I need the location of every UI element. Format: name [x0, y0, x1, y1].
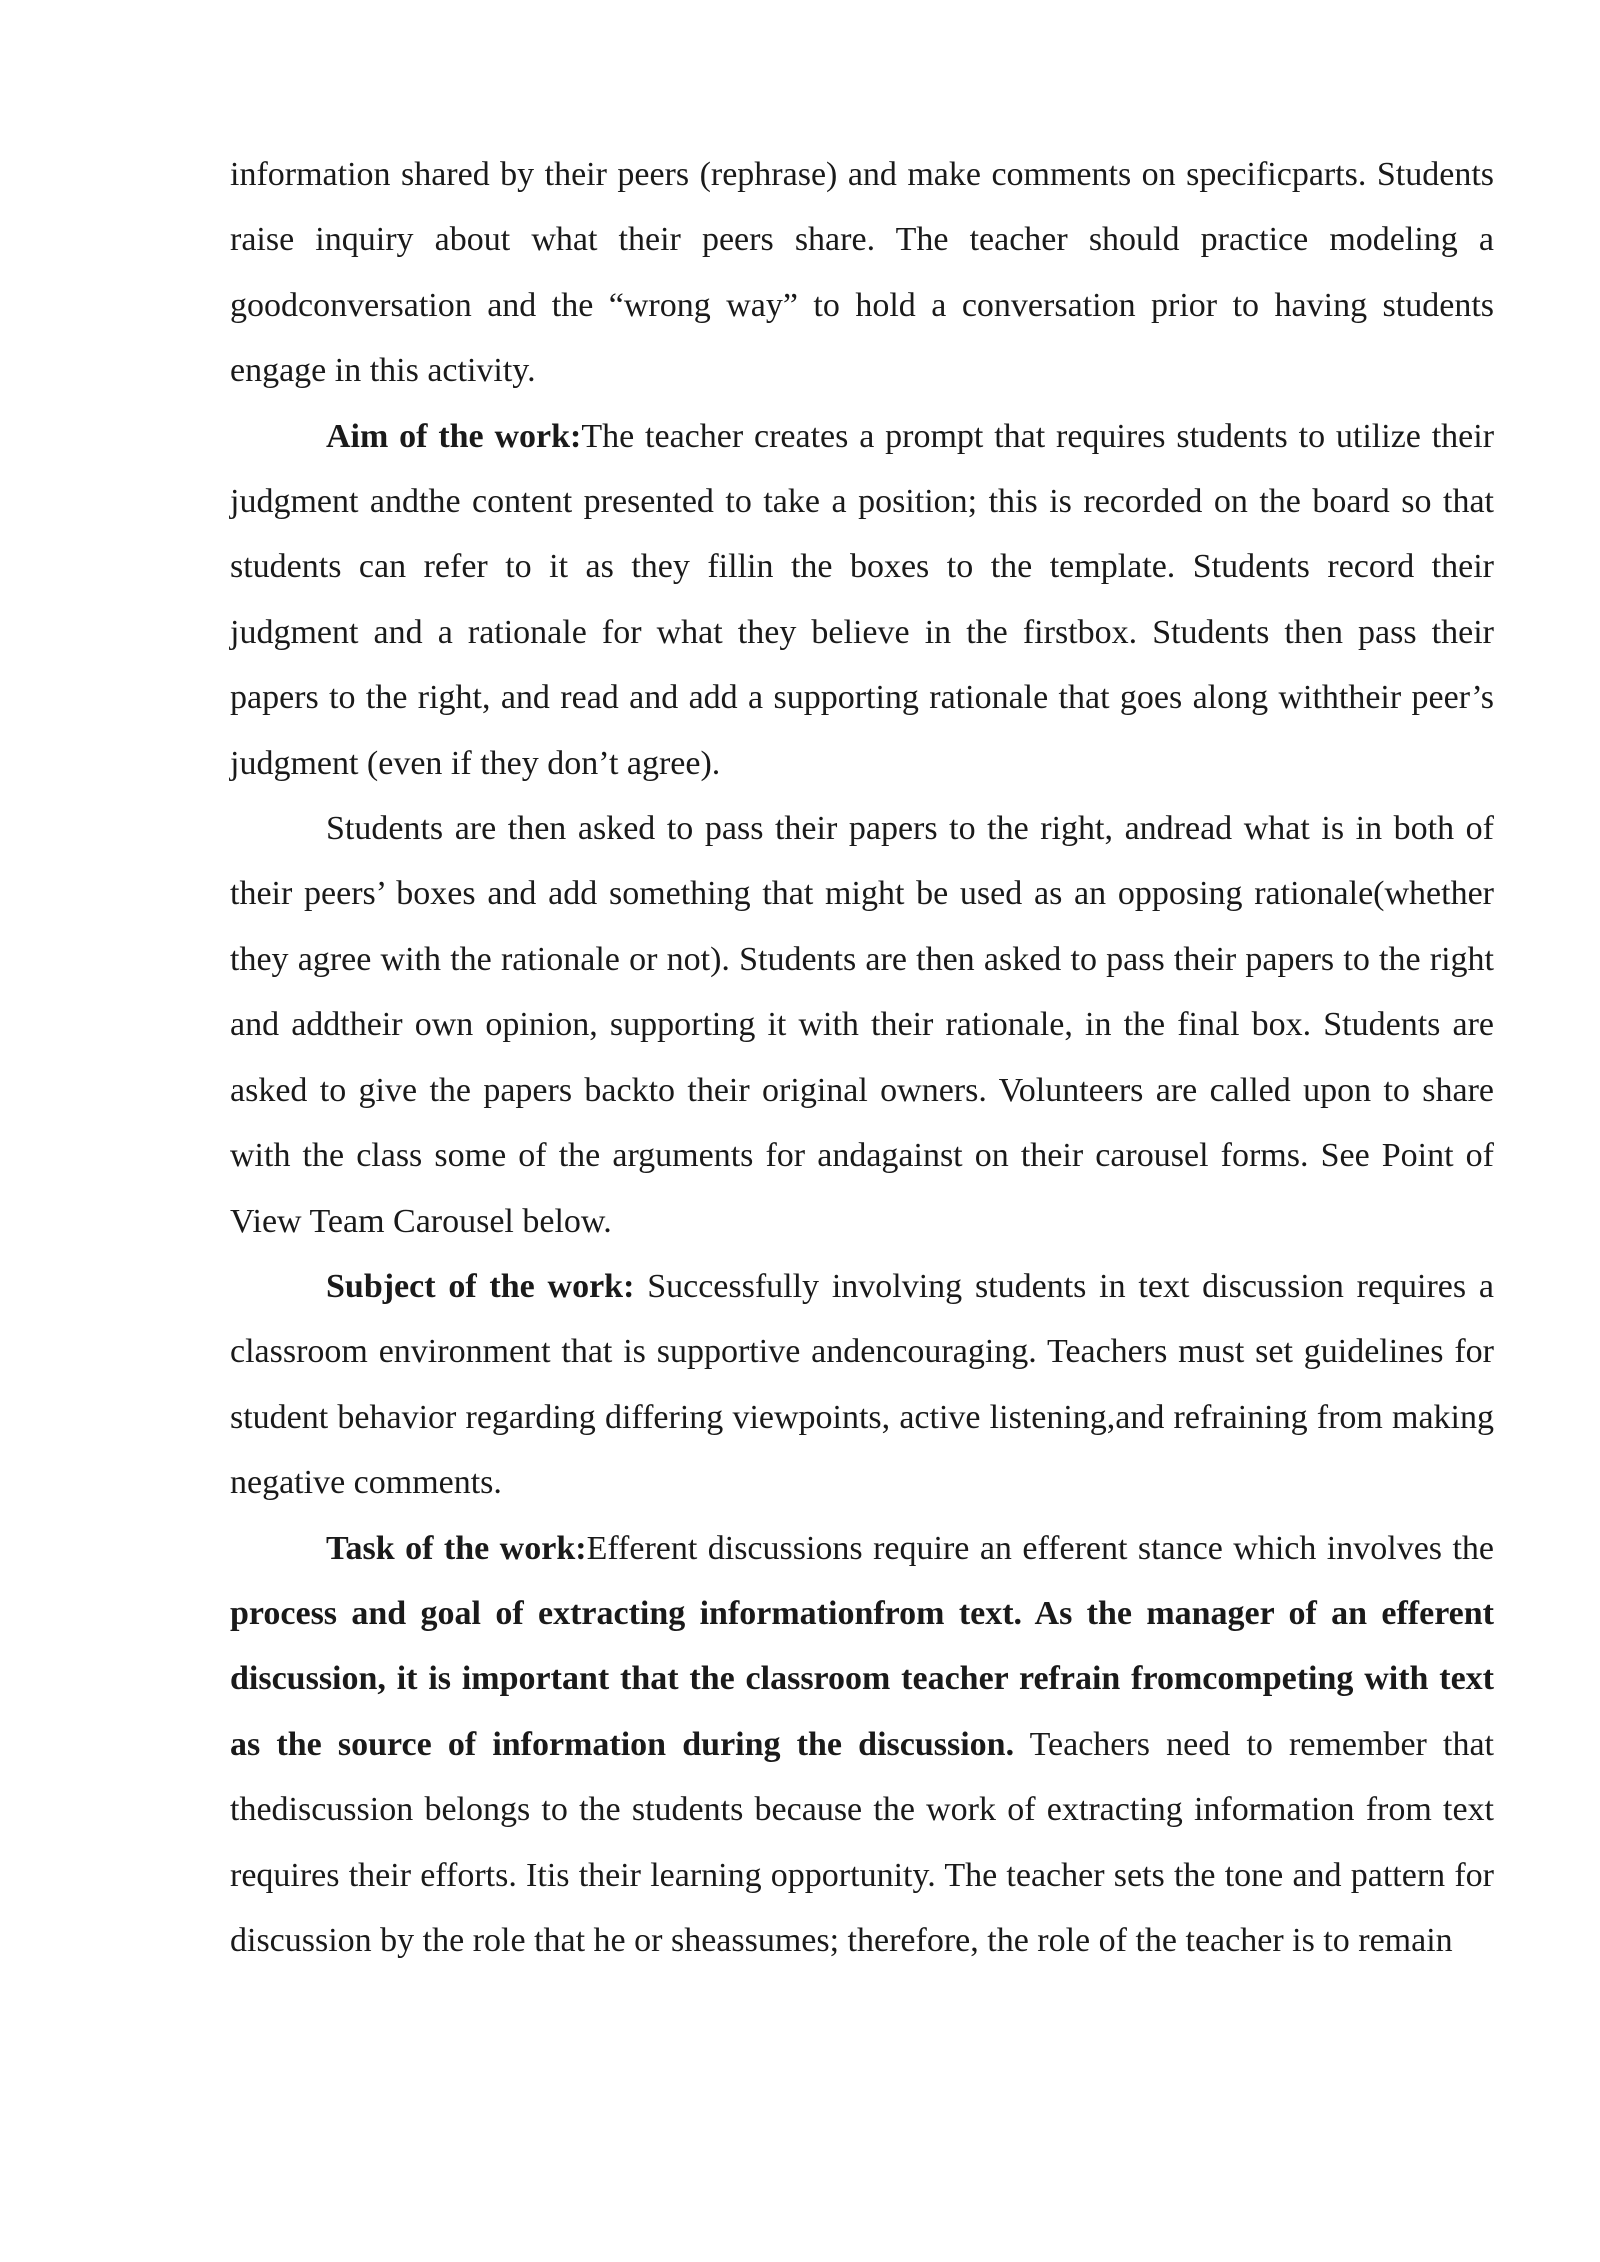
paragraph-task-of-work — [230, 1516, 1494, 1974]
paragraph-carousel-steps — [230, 796, 1494, 1254]
emphasized-text: process and goal of extracting informationfrom text. As the manager of an efferent discussion, it is important that the classroom teacher refrain fromcompeting with text as the source of information during the discussion. — [230, 1594, 1494, 1763]
paragraph-text: Students are then asked to pass their papers to the right, andread what is in both of their peers’ boxes and add something that might be used as an opposing rationale(whether they agree with the rationale or not). Students are then asked to pass their papers to the right and addtheir own opinion, supporting it with their rationale, in the final box. Students are asked to give the papers backto their original owners. Volunteers are called upon to share with the class some of the arguments for andagainst on their carousel forms. See Point of View Team Carousel below. — [230, 810, 1494, 1240]
paragraph-continuation — [230, 142, 1494, 404]
document-body — [230, 142, 1494, 1973]
paragraph-text: The teacher creates a prompt that requires students to utilize their judgment andthe content presented to take a position; this is recorded on the board so that students can refer to it as they fillin the boxes to the template. Students record their judgment and a rationale for what they believe in the firstbox. Students then pass their papers to the right, and read and add a supporting rationale that goes along withtheir peer’s judgment (even if they don’t agree). — [230, 417, 1495, 782]
paragraph-aim-of-work — [230, 404, 1494, 796]
task-heading: Task of the work: — [326, 1529, 587, 1567]
paragraph-text: Successfully involving students in text discussion requires a classroom environment that is supportive andencouraging. Teachers must set guidelines for student behavior regarding differing viewpoints, active listening,and refraining from making negative comments. — [230, 1267, 1494, 1502]
paragraph-text: information shared by their peers (rephrase) and make comments on specificparts. Students raise inquiry about what their peers share. The teacher should practice modeling a goodconversation and the “wrong way” to hold a conversation prior to having students engage in this activity. — [230, 156, 1494, 390]
paragraph-subject-of-work — [230, 1254, 1494, 1516]
paragraph-text: Teachers need to remember that thediscussion belongs to the students because the work of extracting information from text requires their efforts. Itis their learning opportunity. The teacher sets the tone and pattern for discussion by the role that he or sheassumes; therefore, the role of the teacher is to remain — [230, 1725, 1495, 1959]
subject-heading: Subject of the work: — [326, 1267, 635, 1305]
paragraph-text: Efferent discussions require an efferent stance which involves the — [586, 1529, 1495, 1567]
aim-heading: Aim of the work: — [326, 417, 582, 455]
